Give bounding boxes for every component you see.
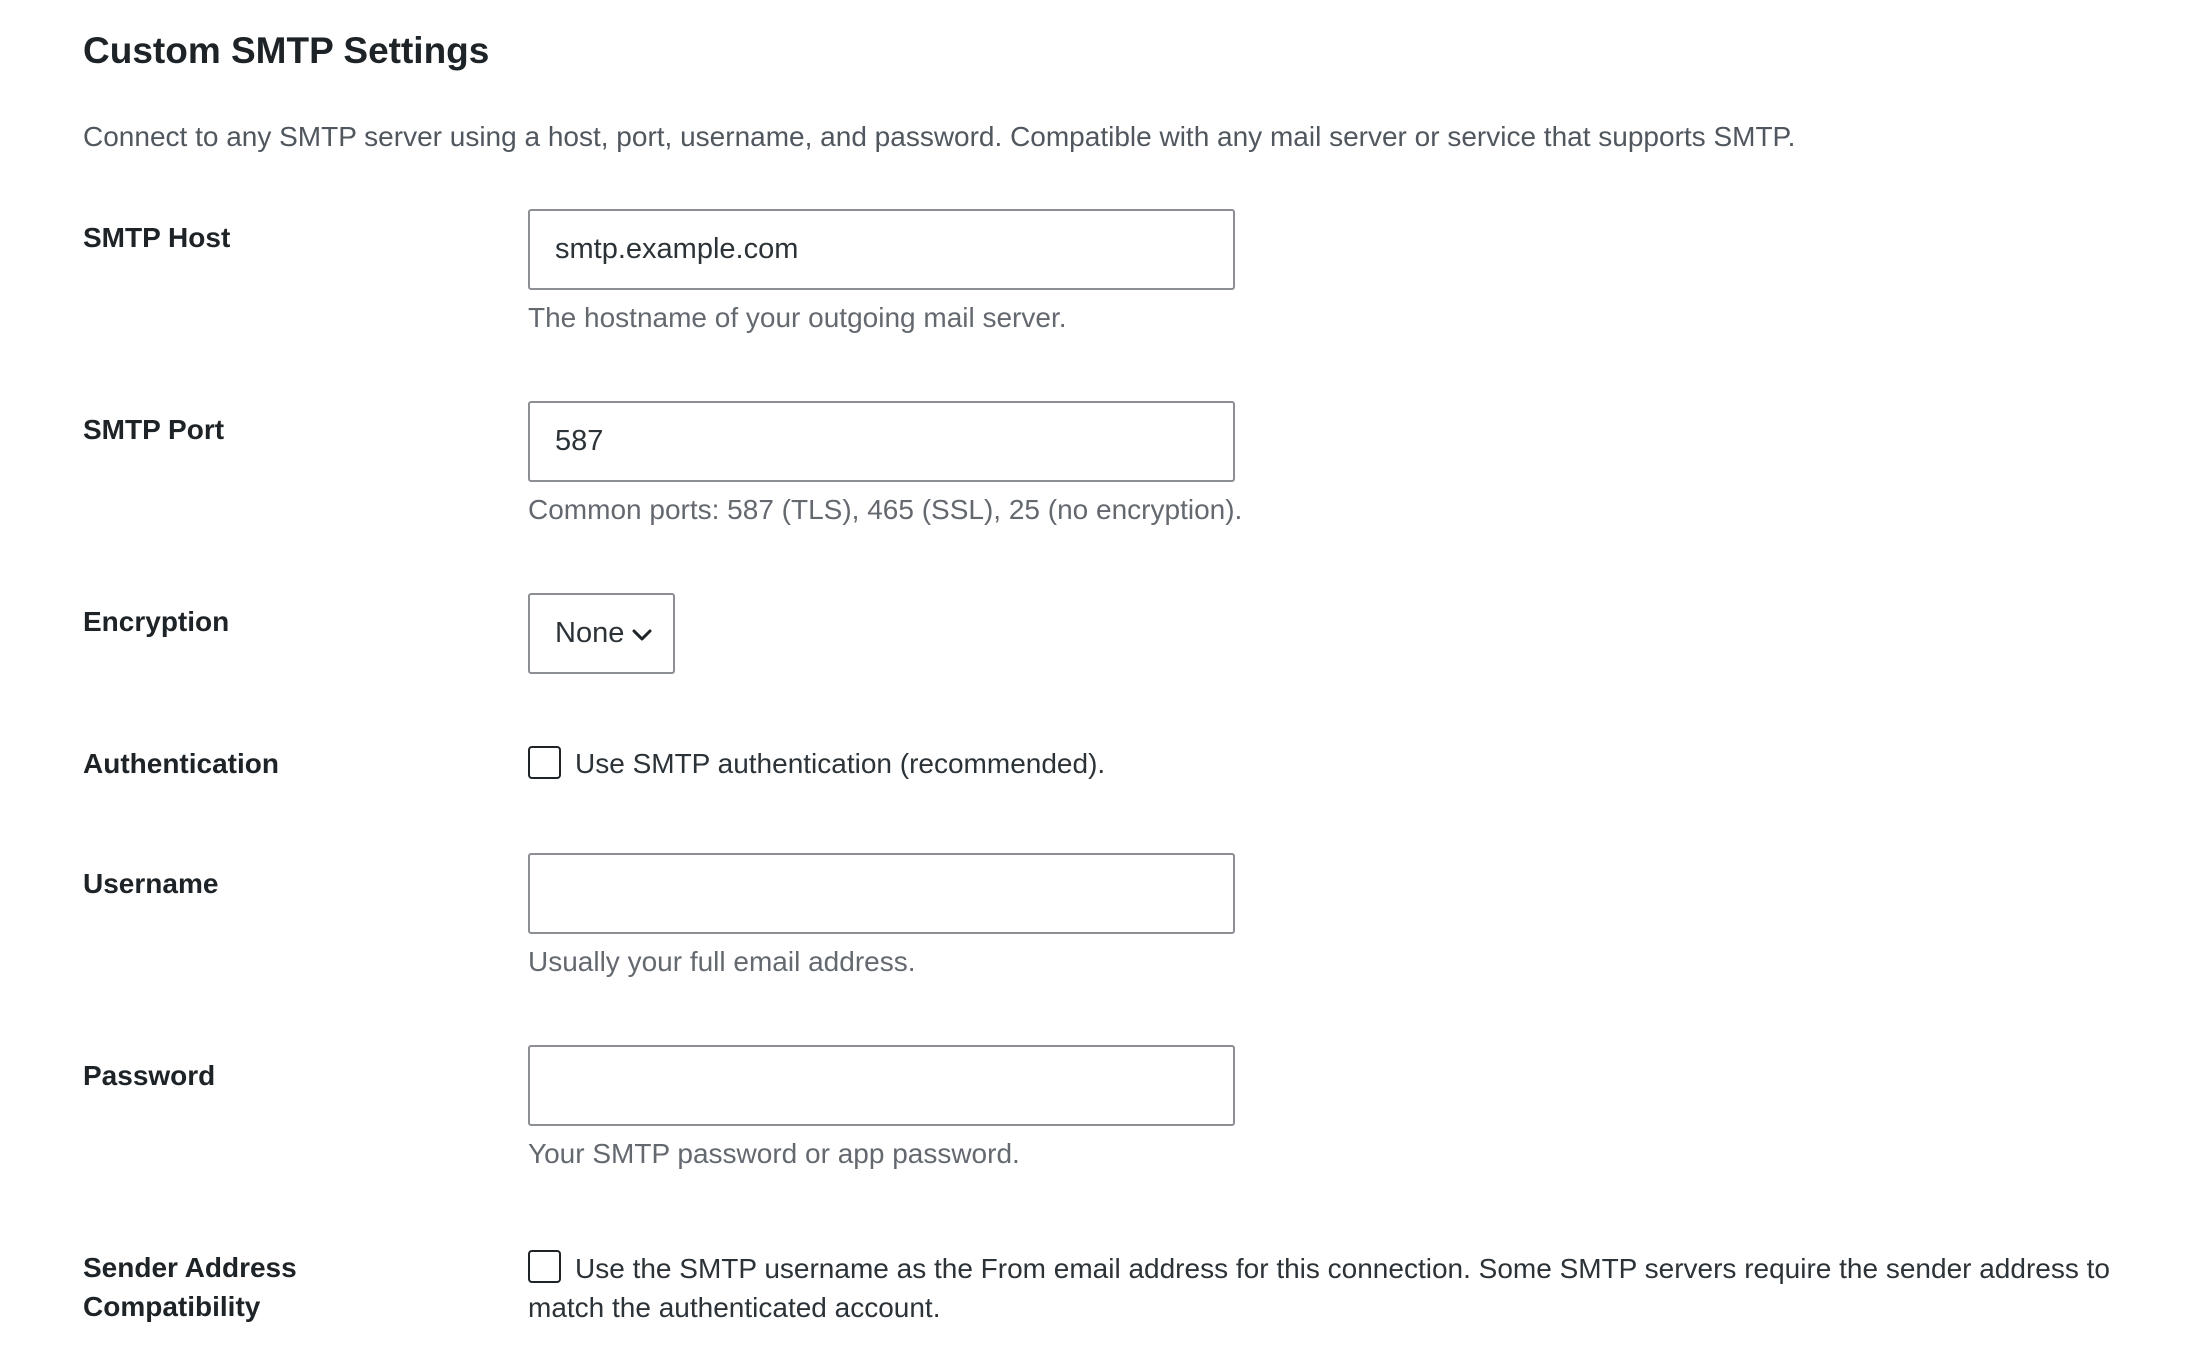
- username-field: [528, 853, 1235, 982]
- encryption-select[interactable]: [528, 593, 675, 674]
- encryption-selected-value: None: [555, 617, 625, 649]
- password-input[interactable]: [528, 1045, 1235, 1126]
- sender-compat-checkbox-label: Use the SMTP username as the From email address for this connection. Some SMTP servers require the sender address to match the authenticated account.: [528, 1253, 2110, 1323]
- authentication-field: [528, 744, 1105, 783]
- sender-compat-label-line1: Sender Address: [83, 1252, 297, 1283]
- encryption-label: Encryption: [83, 606, 230, 637]
- smtp-port-label: SMTP Port: [83, 414, 225, 445]
- smtp-host-help: The hostname of your outgoing mail server.: [528, 302, 1067, 333]
- password-help: Your SMTP password or app password.: [528, 1138, 1020, 1169]
- username-input[interactable]: [528, 853, 1235, 934]
- authentication-option[interactable]: [528, 744, 1105, 783]
- password-field: [528, 1045, 1235, 1174]
- password-label: Password: [83, 1060, 216, 1091]
- authentication-checkbox-label: Use SMTP authentication (recommended).: [575, 748, 1106, 779]
- username-help: Usually your full email address.: [528, 946, 916, 977]
- sender-compat-checkbox[interactable]: [528, 1250, 561, 1283]
- page-title: Custom SMTP Settings: [83, 30, 490, 71]
- sender-compat-option[interactable]: [528, 1248, 2148, 1327]
- username-label: Username: [83, 868, 219, 899]
- encryption-field: [528, 593, 675, 674]
- smtp-host-input[interactable]: [528, 209, 1235, 290]
- authentication-label: Authentication: [83, 748, 279, 779]
- smtp-host-field: [528, 209, 1235, 338]
- smtp-host-label: SMTP Host: [83, 222, 231, 253]
- sender-compat-label-line2: Compatibility: [83, 1291, 261, 1322]
- smtp-port-input[interactable]: [528, 401, 1235, 482]
- smtp-port-help: Common ports: 587 (TLS), 465 (SSL), 25 (no encryption).: [528, 494, 1243, 525]
- page-description: Connect to any SMTP server using a host, port, username, and password. Compatible with any mail server or service that supports SMTP.: [83, 121, 1796, 152]
- sender-compat-field: [528, 1248, 2148, 1327]
- authentication-checkbox[interactable]: [528, 746, 561, 779]
- chevron-down-icon: [630, 622, 654, 646]
- smtp-port-field: [528, 401, 1242, 530]
- sender-compat-label: [83, 1248, 483, 1326]
